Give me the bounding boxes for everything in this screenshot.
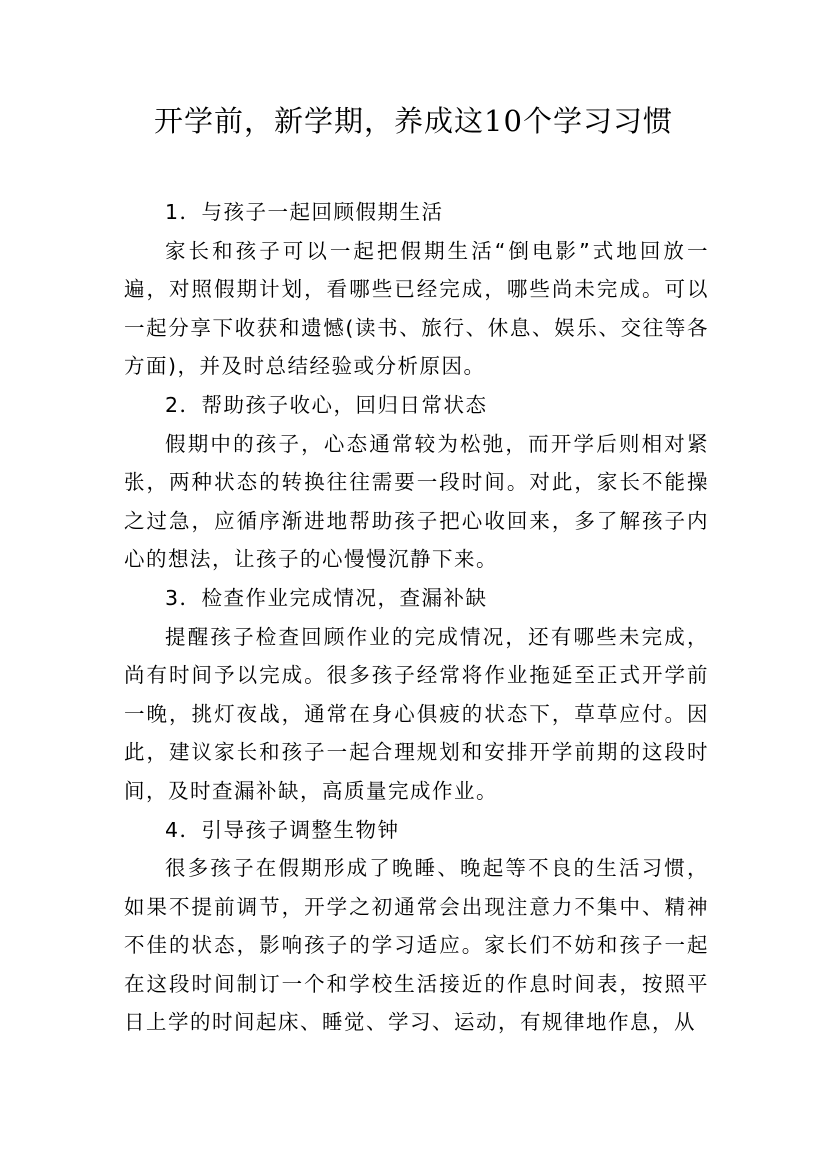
section-heading-3: 3．检查作业完成情况，查漏补缺 — [165, 585, 488, 610]
section-paragraph-1: 家长和孩子可以一起把假期生活“倒电影”式地回放一遍，对照假期计划，看哪些已经完成，哪些尚未完成。可以一起分享下收获和遗憾(读书、旅行、休息、娱乐、交往等各方面)，并及时总结经验或分析原因。 — [124, 238, 709, 379]
section-heading-4: 4．引导孩子调整生物钟 — [165, 817, 400, 842]
section-heading-2: 2．帮助孩子收心，回归日常状态 — [165, 392, 488, 417]
page-title: 开学前，新学期，养成这10个学习习惯 — [154, 104, 673, 138]
section-paragraph-4: 很多孩子在假期形成了晚睡、晚起等不良的生活习惯，如果不提前调节，开学之初通常会出现注意力不集中、精神不佳的状态，影响孩子的学习适应。家长们不妨和孩子一起在这段时间制订一个和学校生活接近的作息时间表，按照平日上学的时间起床、睡觉、学习、运动，有规律地作息，从 — [124, 856, 709, 1035]
section-paragraph-3: 提醒孩子检查回顾作业的完成情况，还有哪些未完成，尚有时间予以完成。很多孩子经常将作业拖延至正式开学前一晚，挑灯夜战，通常在身心俱疲的状态下，草草应付。因此，建议家长和孩子一起合理规划和安排开学前期的这段时间，及时查漏补缺，高质量完成作业。 — [124, 624, 709, 803]
section-heading-1: 1．与孩子一起回顾假期生活 — [165, 200, 444, 224]
document-body — [124, 193, 709, 1042]
section-paragraph-2: 假期中的孩子，心态通常较为松弛，而开学后则相对紧张，两种状态的转换往往需要一段时间。对此，家长不能操之过急，应循序渐进地帮助孩子把心收回来，多了解孩子内心的想法，让孩子的心慢慢沉静下来。 — [124, 431, 709, 572]
